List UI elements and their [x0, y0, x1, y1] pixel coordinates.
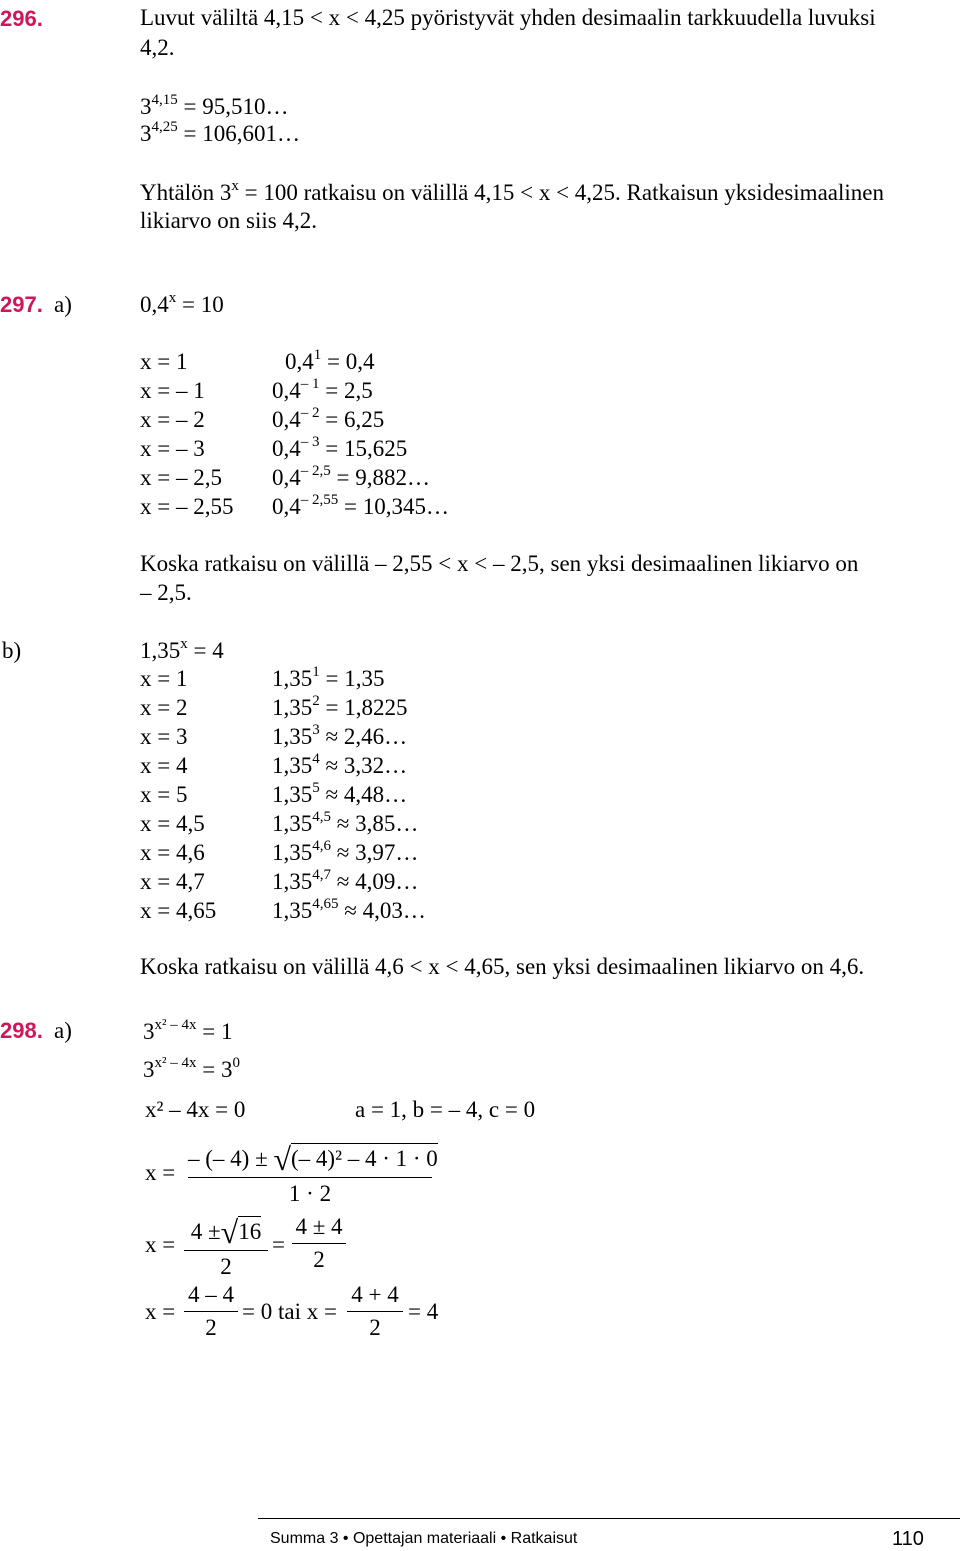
table-row-x: x = 2 — [140, 695, 188, 720]
exercise-296-line1: Luvut väliltä 4,15 < x < 4,25 pyöristyvät yhden desimaalin tarkkuudella luvuksi — [140, 5, 876, 30]
formula-lhs: x = — [145, 1160, 176, 1185]
root-fraction-1: 4 – 4 2 — [184, 1282, 238, 1341]
table-row-value: $1,35^3$ ≈ 2,46… — [272, 722, 408, 749]
equals-sign: = — [272, 1232, 285, 1257]
table-row-value: $0,4^{- 2} = 6,25$ — [272, 405, 385, 432]
table-row-x: x = – 3 — [140, 436, 205, 461]
roots-middle: = 0 tai x = — [242, 1299, 337, 1324]
simplified-fraction-2: 4 ± 4 2 — [292, 1214, 346, 1273]
table-row-value: $1,35^1 = 1,35$ — [272, 664, 385, 691]
table-row-x: x = – 2,55 — [140, 494, 234, 519]
table-row-value: $1,35^{4,7}$ ≈ 4,09… — [272, 867, 419, 894]
exercise-296-calc1: $3^{4,15}$ = 95,510… — [140, 92, 289, 119]
table-row-value: $1,35^{4,6}$ ≈ 3,97… — [272, 838, 419, 865]
table-row-x: x = 4,7 — [140, 869, 205, 894]
table-row-x: x = 4,6 — [140, 840, 205, 865]
page-number: 110 — [892, 1528, 924, 1550]
table-row-x: x = 1 — [140, 349, 188, 374]
conclusion-297a-line2: – 2,5. — [140, 580, 192, 605]
quadratic-formula-fraction: – (– 4) ± √(– 4)² – 4 · 1 · 0 1 · 2 — [188, 1141, 438, 1206]
exercise-296-line2: 4,2. — [140, 35, 175, 60]
conclusion-297b: Koska ratkaisu on välillä 4,6 < x < 4,65, sen yksi desimaalinen likiarvo on 4,6. — [140, 954, 865, 979]
table-row-x: x = 4,65 — [140, 898, 217, 923]
equation-298-step1: $3^{x^2 - 4x} = 1$ — [143, 1017, 233, 1044]
table-row-x: x = – 1 — [140, 378, 205, 403]
table-row-value: $1,35^4$ ≈ 3,32… — [272, 751, 408, 778]
exercise-number-296: 296. — [0, 6, 43, 31]
equation-298-step2: $3^{x^2 - 4x} = 3^0$ — [143, 1055, 240, 1082]
table-row-x: x = 1 — [140, 666, 188, 691]
footer-rule — [258, 1518, 960, 1519]
table-row-x: x = 4 — [140, 753, 188, 778]
table-row-x: x = 3 — [140, 724, 188, 749]
exercise-296-conclusion1: Yhtälön $3^x = 100$ ratkaisu on välillä 4,15 < x < 4,25. Ratkaisun yksidesimaalinen — [140, 178, 884, 205]
table-row-x: x = 4,5 — [140, 811, 205, 836]
part-label-a: a) — [54, 292, 72, 317]
simplified-fraction-1: 4 ±√16 2 — [184, 1210, 268, 1280]
table-row-value: $0,4^{- 2,5}$ = 9,882… — [272, 463, 430, 490]
equation-297b: $1,35^x = 4$ — [140, 636, 224, 663]
conclusion-297a-line1: Koska ratkaisu on välillä – 2,55 < x < – 2,5, sen yksi desimaalinen likiarvo on — [140, 551, 859, 576]
table-row-value: $1,35^{4,5}$ ≈ 3,85… — [272, 809, 419, 836]
table-row-value: $1,35^{4,65}$ ≈ 4,03… — [272, 896, 426, 923]
exercise-number-297: 297. — [0, 292, 43, 317]
table-row-value: $0,4^1 = 0,4$ — [285, 347, 375, 374]
table-row-value: $1,35^5$ ≈ 4,48… — [272, 780, 408, 807]
table-row-value: $0,4^{- 3} = 15,625$ — [272, 434, 408, 461]
roots-lhs: x = — [145, 1299, 176, 1324]
part-label-b: b) — [2, 638, 22, 663]
exercise-number-298: 298. — [0, 1018, 43, 1043]
table-row-x: x = – 2,5 — [140, 465, 222, 490]
root-fraction-2: 4 + 4 2 — [347, 1282, 403, 1341]
part-label-a: a) — [54, 1018, 72, 1043]
table-row-value: $1,35^2 = 1,8225$ — [272, 693, 408, 720]
equation-297a: $0,4^x = 10$ — [140, 290, 224, 317]
simplified-lhs: x = — [145, 1232, 176, 1257]
table-row-value: $0,4^{- 1} = 2,5$ — [272, 376, 373, 403]
footer-text: Summa 3 • Opettajan materiaali • Ratkaisut — [270, 1530, 578, 1547]
exercise-296-conclusion2: likiarvo on siis 4,2. — [140, 208, 317, 233]
table-row-value: $0,4^{- 2,55}$ = 10,345… — [272, 492, 449, 519]
table-row-x: x = 5 — [140, 782, 188, 807]
table-row-x: x = – 2 — [140, 407, 205, 432]
exercise-296-calc2: $3^{4,25}$ = 106,601… — [140, 119, 300, 146]
roots-rhs: = 4 — [408, 1299, 439, 1324]
equation-298-coefficients: a = 1, b = – 4, c = 0 — [355, 1097, 536, 1122]
equation-298-step3: x² – 4x = 0 — [145, 1097, 246, 1122]
